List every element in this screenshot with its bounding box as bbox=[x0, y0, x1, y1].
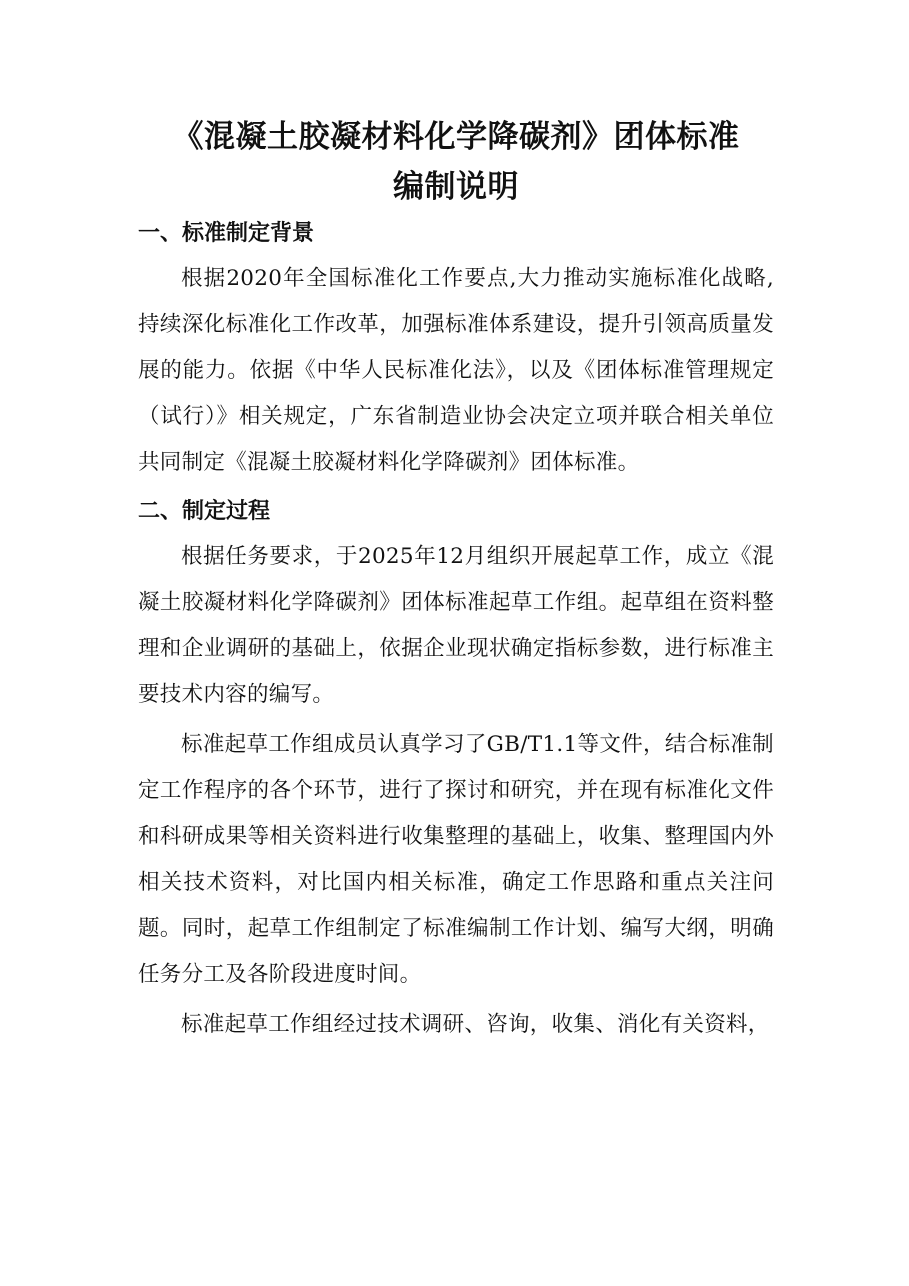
document-body bbox=[138, 112, 774, 1052]
paragraph-process-1: 根据任务要求，于2025年12月组织开展起草工作，成立《混凝土胶凝材料化学降碳剂》团体标准起草工作组。起草组在资料整理和企业调研的基础上，依据企业现状确定指标参数，进行标准主要技术内容的编写。 bbox=[138, 544, 774, 707]
section-heading-background: 一、标准制定背景 bbox=[138, 221, 315, 246]
paragraph-process-3: 标准起草工作组经过技术调研、咨询，收集、消化有关资料， bbox=[181, 1012, 770, 1037]
section-heading-process: 二、制定过程 bbox=[138, 499, 271, 524]
section-background bbox=[138, 212, 774, 486]
paragraph-background-1: 根据2020年全国标准化工作要点,大力推动实施标准化战略,持续深化标准化工作改革，加强标准体系建设，提升引领高质量发展的能力。依据《中华人民标准化法》，以及《团体标准管理规定（试行）》相关规定，广东省制造业协会决定立项并联合相关单位共同制定《混凝土胶凝材料化学降碳剂》团体标准。 bbox=[138, 266, 774, 475]
paragraph-process-2: 标准起草工作组成员认真学习了GB/T1.1等文件，结合标准制定工作程序的各个环节，进行了探讨和研究，并在现有标准化文件和科研成果等相关资料进行收集整理的基础上，收集、整理国内外相关技术资料，对比国内相关标准，确定工作思路和重点关注问题。同时，起草工作组制定了标准编制工作计划、编写大纲，明确任务分工及各阶段进度时间。 bbox=[138, 732, 774, 987]
title-line-1: 《混凝土胶凝材料化学降碳剂》团体标准 bbox=[172, 119, 740, 155]
section-process bbox=[138, 490, 774, 1048]
document-title bbox=[138, 112, 774, 212]
title-line-2: 编制说明 bbox=[393, 169, 519, 205]
